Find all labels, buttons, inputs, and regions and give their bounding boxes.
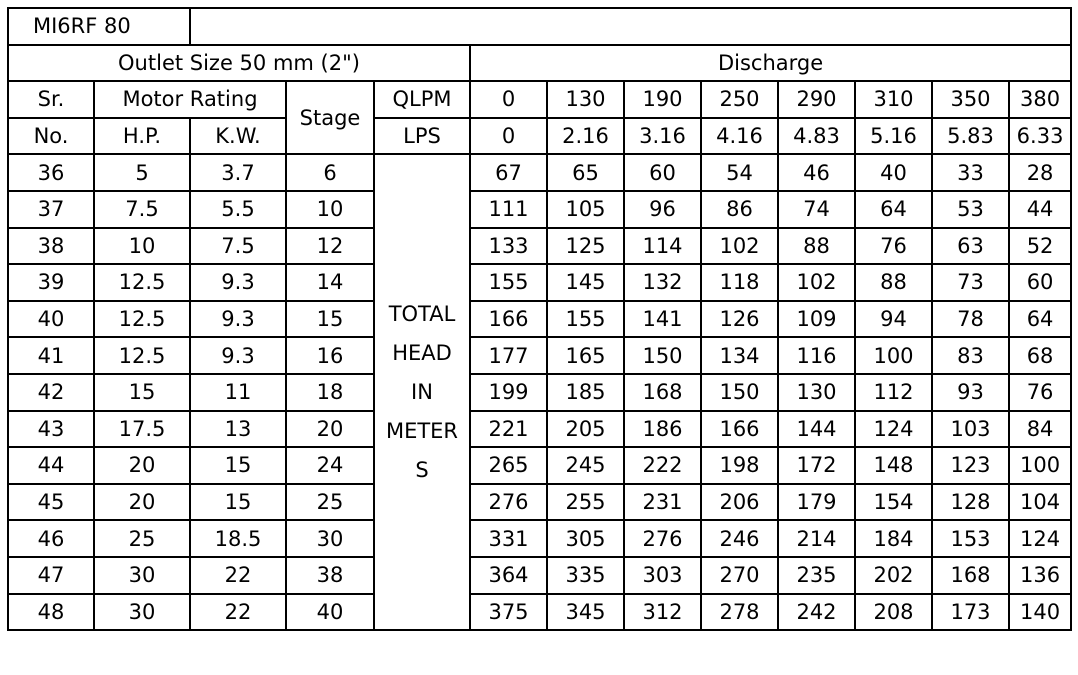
head-value-cell: 150 bbox=[624, 337, 701, 374]
head-value-cell: 375 bbox=[470, 594, 547, 631]
head-value-cell: 235 bbox=[778, 557, 855, 594]
kw-cell: 9.3 bbox=[190, 301, 286, 338]
head-value-cell: 74 bbox=[778, 191, 855, 228]
hp-cell: 30 bbox=[94, 557, 190, 594]
head-value-cell: 76 bbox=[855, 228, 932, 265]
lps-value: 6.33 bbox=[1009, 118, 1071, 155]
model-row-blank bbox=[190, 8, 1071, 45]
head-value-cell: 276 bbox=[470, 484, 547, 521]
qlpm-value: 310 bbox=[855, 81, 932, 118]
head-value-cell: 155 bbox=[547, 301, 624, 338]
stage-cell: 20 bbox=[286, 411, 374, 448]
stage-header: Stage bbox=[286, 81, 374, 154]
stage-cell: 38 bbox=[286, 557, 374, 594]
qlpm-value: 190 bbox=[624, 81, 701, 118]
head-value-cell: 64 bbox=[1009, 301, 1071, 338]
head-value-cell: 125 bbox=[547, 228, 624, 265]
head-value-cell: 114 bbox=[624, 228, 701, 265]
hp-header: H.P. bbox=[94, 118, 190, 155]
kw-cell: 9.3 bbox=[190, 337, 286, 374]
qlpm-header: QLPM bbox=[374, 81, 470, 118]
no-header: No. bbox=[8, 118, 94, 155]
head-value-cell: 112 bbox=[855, 374, 932, 411]
head-value-cell: 76 bbox=[1009, 374, 1071, 411]
head-value-cell: 136 bbox=[1009, 557, 1071, 594]
head-value-cell: 345 bbox=[547, 594, 624, 631]
head-value-cell: 222 bbox=[624, 447, 701, 484]
head-value-cell: 116 bbox=[778, 337, 855, 374]
head-value-cell: 148 bbox=[855, 447, 932, 484]
head-value-cell: 246 bbox=[701, 520, 778, 557]
head-value-cell: 199 bbox=[470, 374, 547, 411]
head-value-cell: 208 bbox=[855, 594, 932, 631]
head-value-cell: 179 bbox=[778, 484, 855, 521]
kw-cell: 22 bbox=[190, 557, 286, 594]
pump-performance-table bbox=[7, 7, 1072, 631]
kw-header: K.W. bbox=[190, 118, 286, 155]
head-value-cell: 53 bbox=[932, 191, 1009, 228]
stage-cell: 25 bbox=[286, 484, 374, 521]
head-value-cell: 118 bbox=[701, 264, 778, 301]
hp-cell: 12.5 bbox=[94, 264, 190, 301]
head-label-line: HEAD bbox=[392, 340, 452, 365]
lps-value: 2.16 bbox=[547, 118, 624, 155]
sr-no-cell: 44 bbox=[8, 447, 94, 484]
head-value-cell: 65 bbox=[547, 154, 624, 191]
head-value-cell: 144 bbox=[778, 411, 855, 448]
head-value-cell: 242 bbox=[778, 594, 855, 631]
head-value-cell: 305 bbox=[547, 520, 624, 557]
sr-no-cell: 48 bbox=[8, 594, 94, 631]
section-header-row bbox=[8, 45, 1071, 82]
head-value-cell: 132 bbox=[624, 264, 701, 301]
table-row bbox=[8, 264, 1071, 301]
hp-cell: 12.5 bbox=[94, 337, 190, 374]
hp-cell: 17.5 bbox=[94, 411, 190, 448]
kw-cell: 22 bbox=[190, 594, 286, 631]
model-row bbox=[8, 8, 1071, 45]
head-value-cell: 52 bbox=[1009, 228, 1071, 265]
table-row bbox=[8, 447, 1071, 484]
hp-cell: 25 bbox=[94, 520, 190, 557]
head-value-cell: 168 bbox=[932, 557, 1009, 594]
head-value-cell: 40 bbox=[855, 154, 932, 191]
qlpm-header-row bbox=[8, 81, 1071, 118]
head-value-cell: 86 bbox=[701, 191, 778, 228]
head-value-cell: 186 bbox=[624, 411, 701, 448]
stage-cell: 10 bbox=[286, 191, 374, 228]
head-value-cell: 245 bbox=[547, 447, 624, 484]
kw-cell: 3.7 bbox=[190, 154, 286, 191]
head-value-cell: 198 bbox=[701, 447, 778, 484]
sr-header: Sr. bbox=[8, 81, 94, 118]
table-row bbox=[8, 154, 1071, 191]
head-value-cell: 102 bbox=[701, 228, 778, 265]
head-value-cell: 231 bbox=[624, 484, 701, 521]
head-value-cell: 202 bbox=[855, 557, 932, 594]
head-label-line: IN bbox=[411, 379, 433, 404]
head-value-cell: 303 bbox=[624, 557, 701, 594]
stage-cell: 6 bbox=[286, 154, 374, 191]
head-value-cell: 364 bbox=[470, 557, 547, 594]
head-value-cell: 184 bbox=[855, 520, 932, 557]
head-value-cell: 150 bbox=[701, 374, 778, 411]
head-value-cell: 134 bbox=[701, 337, 778, 374]
head-value-cell: 153 bbox=[932, 520, 1009, 557]
table-row bbox=[8, 557, 1071, 594]
head-value-cell: 93 bbox=[932, 374, 1009, 411]
hp-cell: 5 bbox=[94, 154, 190, 191]
table-row bbox=[8, 337, 1071, 374]
model-name: MI6RF 80 bbox=[8, 8, 190, 45]
head-value-cell: 165 bbox=[547, 337, 624, 374]
hp-cell: 7.5 bbox=[94, 191, 190, 228]
table-row bbox=[8, 191, 1071, 228]
head-value-cell: 331 bbox=[470, 520, 547, 557]
stage-cell: 12 bbox=[286, 228, 374, 265]
head-value-cell: 105 bbox=[547, 191, 624, 228]
head-value-cell: 133 bbox=[470, 228, 547, 265]
head-value-cell: 145 bbox=[547, 264, 624, 301]
head-value-cell: 88 bbox=[778, 228, 855, 265]
stage-cell: 16 bbox=[286, 337, 374, 374]
head-value-cell: 205 bbox=[547, 411, 624, 448]
head-value-cell: 88 bbox=[855, 264, 932, 301]
sr-no-cell: 42 bbox=[8, 374, 94, 411]
kw-cell: 7.5 bbox=[190, 228, 286, 265]
qlpm-value: 0 bbox=[470, 81, 547, 118]
stage-cell: 15 bbox=[286, 301, 374, 338]
head-value-cell: 64 bbox=[855, 191, 932, 228]
head-value-cell: 124 bbox=[1009, 520, 1071, 557]
table-row bbox=[8, 301, 1071, 338]
head-value-cell: 109 bbox=[778, 301, 855, 338]
motor-rating-header: Motor Rating bbox=[94, 81, 286, 118]
head-value-cell: 185 bbox=[547, 374, 624, 411]
head-value-cell: 111 bbox=[470, 191, 547, 228]
head-value-cell: 172 bbox=[778, 447, 855, 484]
table-row bbox=[8, 594, 1071, 631]
lps-value: 5.16 bbox=[855, 118, 932, 155]
sr-no-cell: 38 bbox=[8, 228, 94, 265]
head-value-cell: 173 bbox=[932, 594, 1009, 631]
lps-value: 4.16 bbox=[701, 118, 778, 155]
head-value-cell: 63 bbox=[932, 228, 1009, 265]
kw-cell: 13 bbox=[190, 411, 286, 448]
head-value-cell: 124 bbox=[855, 411, 932, 448]
head-value-cell: 96 bbox=[624, 191, 701, 228]
head-value-cell: 214 bbox=[778, 520, 855, 557]
head-value-cell: 126 bbox=[701, 301, 778, 338]
head-value-cell: 221 bbox=[470, 411, 547, 448]
head-value-cell: 60 bbox=[1009, 264, 1071, 301]
head-value-cell: 60 bbox=[624, 154, 701, 191]
head-value-cell: 83 bbox=[932, 337, 1009, 374]
sr-no-cell: 39 bbox=[8, 264, 94, 301]
head-label-line: S bbox=[415, 457, 429, 482]
head-value-cell: 255 bbox=[547, 484, 624, 521]
total-head-label bbox=[374, 154, 470, 630]
head-value-cell: 206 bbox=[701, 484, 778, 521]
head-value-cell: 104 bbox=[1009, 484, 1071, 521]
lps-value: 3.16 bbox=[624, 118, 701, 155]
lps-value: 4.83 bbox=[778, 118, 855, 155]
hp-cell: 20 bbox=[94, 447, 190, 484]
qlpm-value: 250 bbox=[701, 81, 778, 118]
head-value-cell: 73 bbox=[932, 264, 1009, 301]
sr-no-cell: 43 bbox=[8, 411, 94, 448]
head-value-cell: 33 bbox=[932, 154, 1009, 191]
head-value-cell: 141 bbox=[624, 301, 701, 338]
kw-cell: 11 bbox=[190, 374, 286, 411]
head-value-cell: 100 bbox=[855, 337, 932, 374]
discharge-header: Discharge bbox=[470, 45, 1071, 82]
kw-cell: 9.3 bbox=[190, 264, 286, 301]
lps-value: 0 bbox=[470, 118, 547, 155]
table-row bbox=[8, 411, 1071, 448]
head-value-cell: 155 bbox=[470, 264, 547, 301]
head-value-cell: 54 bbox=[701, 154, 778, 191]
stage-cell: 24 bbox=[286, 447, 374, 484]
hp-cell: 10 bbox=[94, 228, 190, 265]
sr-no-cell: 40 bbox=[8, 301, 94, 338]
lps-header-row bbox=[8, 118, 1071, 155]
head-value-cell: 130 bbox=[778, 374, 855, 411]
head-value-cell: 168 bbox=[624, 374, 701, 411]
lps-header: LPS bbox=[374, 118, 470, 155]
hp-cell: 20 bbox=[94, 484, 190, 521]
head-value-cell: 67 bbox=[470, 154, 547, 191]
head-value-cell: 154 bbox=[855, 484, 932, 521]
sr-no-cell: 46 bbox=[8, 520, 94, 557]
hp-cell: 15 bbox=[94, 374, 190, 411]
head-value-cell: 335 bbox=[547, 557, 624, 594]
head-value-cell: 68 bbox=[1009, 337, 1071, 374]
head-value-cell: 177 bbox=[470, 337, 547, 374]
head-value-cell: 276 bbox=[624, 520, 701, 557]
kw-cell: 15 bbox=[190, 484, 286, 521]
head-label-line: METER bbox=[385, 418, 459, 443]
head-value-cell: 44 bbox=[1009, 191, 1071, 228]
head-label-line: TOTAL bbox=[388, 301, 456, 326]
head-value-cell: 270 bbox=[701, 557, 778, 594]
stage-cell: 18 bbox=[286, 374, 374, 411]
head-value-cell: 265 bbox=[470, 447, 547, 484]
head-value-cell: 166 bbox=[701, 411, 778, 448]
table-row bbox=[8, 520, 1071, 557]
outlet-size: Outlet Size 50 mm (2") bbox=[8, 45, 470, 82]
sr-no-cell: 45 bbox=[8, 484, 94, 521]
head-value-cell: 28 bbox=[1009, 154, 1071, 191]
head-value-cell: 312 bbox=[624, 594, 701, 631]
head-value-cell: 123 bbox=[932, 447, 1009, 484]
head-value-cell: 140 bbox=[1009, 594, 1071, 631]
lps-value: 5.83 bbox=[932, 118, 1009, 155]
head-value-cell: 46 bbox=[778, 154, 855, 191]
head-value-cell: 78 bbox=[932, 301, 1009, 338]
head-value-cell: 100 bbox=[1009, 447, 1071, 484]
sr-no-cell: 36 bbox=[8, 154, 94, 191]
table-row bbox=[8, 484, 1071, 521]
qlpm-value: 380 bbox=[1009, 81, 1071, 118]
sr-no-cell: 37 bbox=[8, 191, 94, 228]
hp-cell: 30 bbox=[94, 594, 190, 631]
head-value-cell: 103 bbox=[932, 411, 1009, 448]
stage-cell: 40 bbox=[286, 594, 374, 631]
head-value-cell: 102 bbox=[778, 264, 855, 301]
head-value-cell: 84 bbox=[1009, 411, 1071, 448]
head-value-cell: 278 bbox=[701, 594, 778, 631]
qlpm-value: 350 bbox=[932, 81, 1009, 118]
table-row bbox=[8, 228, 1071, 265]
head-value-cell: 166 bbox=[470, 301, 547, 338]
stage-cell: 30 bbox=[286, 520, 374, 557]
hp-cell: 12.5 bbox=[94, 301, 190, 338]
sr-no-cell: 41 bbox=[8, 337, 94, 374]
kw-cell: 15 bbox=[190, 447, 286, 484]
head-value-cell: 94 bbox=[855, 301, 932, 338]
sr-no-cell: 47 bbox=[8, 557, 94, 594]
qlpm-value: 130 bbox=[547, 81, 624, 118]
kw-cell: 18.5 bbox=[190, 520, 286, 557]
stage-cell: 14 bbox=[286, 264, 374, 301]
head-value-cell: 128 bbox=[932, 484, 1009, 521]
kw-cell: 5.5 bbox=[190, 191, 286, 228]
qlpm-value: 290 bbox=[778, 81, 855, 118]
table-row bbox=[8, 374, 1071, 411]
